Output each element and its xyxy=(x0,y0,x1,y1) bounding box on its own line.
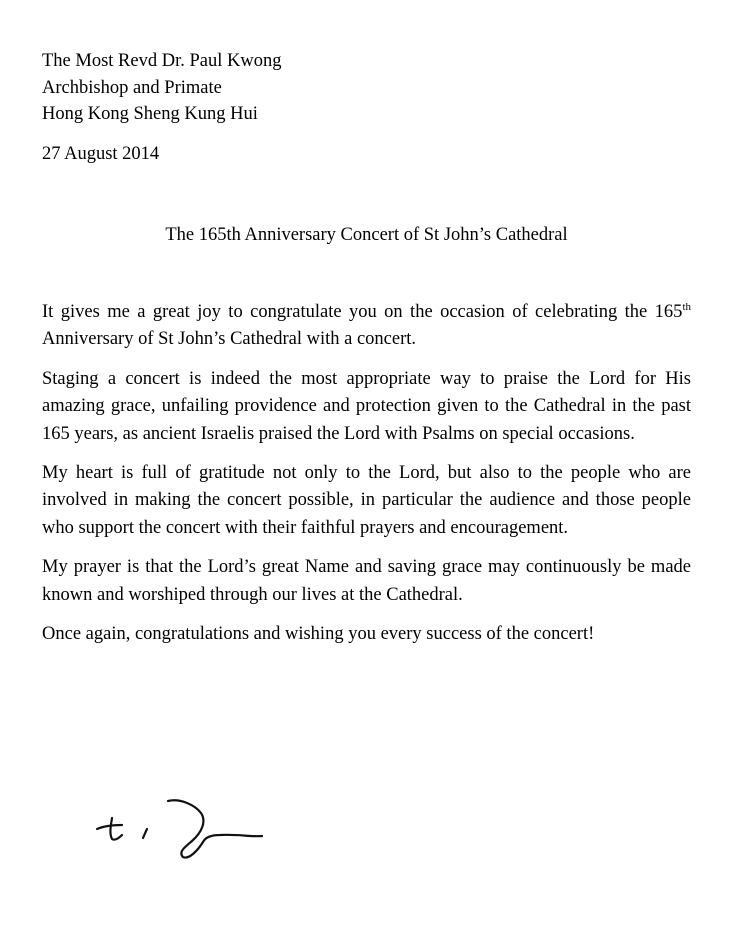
letter-title: The 165th Anniversary Concert of St John’s Cathedral xyxy=(165,225,568,245)
sender-organization: Hong Kong Sheng Kung Hui xyxy=(42,104,258,124)
letter-date: 27 August 2014 xyxy=(42,143,160,164)
signature-icon xyxy=(92,795,272,870)
signature-stroke xyxy=(168,800,262,857)
letter-body xyxy=(42,299,691,660)
paragraph-5: Once again, congratulations and wishing you every success of the concert! xyxy=(42,624,595,645)
paragraph-1-text-start: It gives me a great joy to congratulate you on the occasion of celebrating the 165 xyxy=(42,302,683,322)
paragraph-4: My prayer is that the Lord’s great Name and saving grace may continuously be made known and worshiped through our lives at the Cathedral. xyxy=(42,557,691,605)
paragraph-1-text-end: Anniversary of St John’s Cathedral with a concert. xyxy=(42,329,417,350)
sender-name: The Most Revd Dr. Paul Kwong xyxy=(42,51,282,71)
paragraph-2: Staging a concert is indeed the most appropriate way to praise the Lord for His amazing grace, unfailing providence and protection given to the Cathedral in the past 165 years, as ancient Israelis praised the Lord with Psalms on special occasions. xyxy=(42,368,691,444)
signature-cross-stem xyxy=(110,818,122,840)
sender-title: Archbishop and Primate xyxy=(42,77,222,98)
signature-mark xyxy=(143,829,147,838)
sender-address-block xyxy=(42,48,691,128)
paragraph-1 xyxy=(42,299,691,354)
paragraph-3: My heart is full of gratitude not only to the Lord, but also to the people who are involved in making the concert possible, in particular the audience and those people who support the concert with their faithful prayers and encouragement. xyxy=(42,463,691,538)
ordinal-suffix: th xyxy=(682,300,691,313)
letter xyxy=(42,48,691,645)
signature-cross-bar xyxy=(97,825,122,829)
